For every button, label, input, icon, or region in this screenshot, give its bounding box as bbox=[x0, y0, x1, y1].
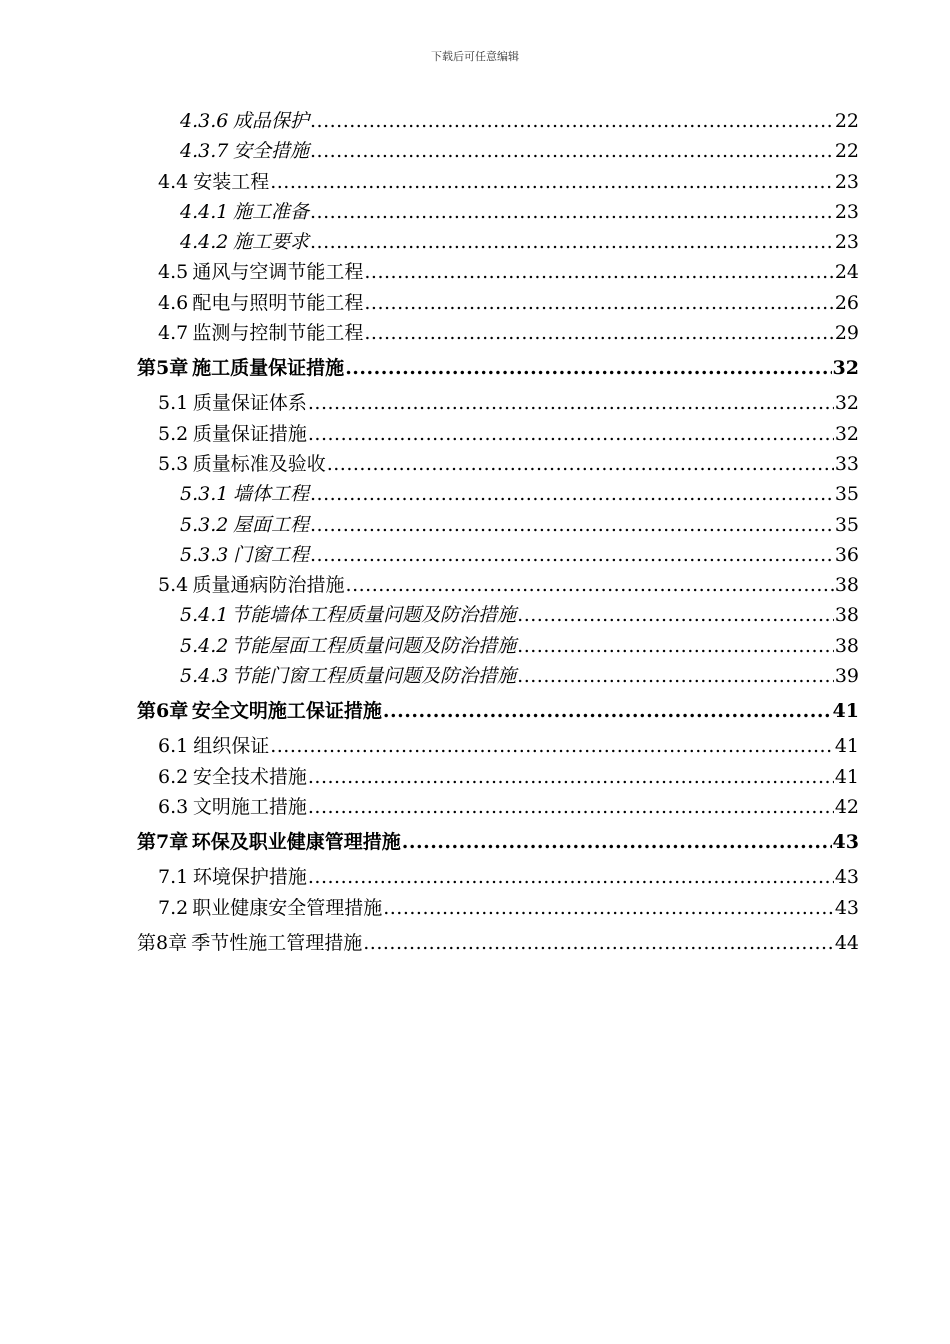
toc-entry-page-number: 43 bbox=[834, 896, 859, 919]
toc-dot-leader bbox=[310, 479, 834, 509]
toc-entry-title: 节能门窗工程质量问题及防治措施 bbox=[231, 665, 517, 688]
toc-entry[interactable] bbox=[0, 510, 950, 540]
toc-entry-title: 环保及职业健康管理措施 bbox=[191, 831, 401, 854]
toc-entry-number: 4.3.6 bbox=[180, 110, 229, 132]
toc-entry-page-number: 35 bbox=[834, 483, 859, 506]
toc-dot-leader bbox=[383, 893, 834, 923]
toc-entry-title: 文明施工措施 bbox=[192, 795, 307, 818]
toc-entry-number: 5.4.2 bbox=[180, 634, 229, 657]
toc-entry-number: 5.3.1 bbox=[180, 483, 229, 506]
toc-entry-title: 通风与空调节能工程 bbox=[192, 261, 364, 284]
toc-entry-title: 质量保证体系 bbox=[192, 392, 307, 415]
toc-entry[interactable] bbox=[0, 106, 950, 136]
toc-entry[interactable] bbox=[0, 570, 950, 600]
toc-dot-leader bbox=[364, 318, 833, 348]
toc-entry[interactable] bbox=[0, 600, 950, 630]
toc-entry-title: 组织保证 bbox=[193, 735, 270, 758]
toc-entry[interactable] bbox=[0, 893, 950, 923]
toc-entry-page-number: 38 bbox=[834, 604, 859, 627]
toc-entry-title: 监测与控制节能工程 bbox=[192, 322, 364, 345]
toc-entry-number: 5.4.1 bbox=[180, 604, 229, 627]
toc-dot-leader bbox=[310, 136, 834, 166]
toc-entry-title: 成品保护 bbox=[232, 110, 309, 132]
toc-entry[interactable] bbox=[0, 197, 950, 227]
toc-entry-page-number: 22 bbox=[834, 110, 859, 132]
toc-entry[interactable] bbox=[0, 928, 950, 958]
toc-dot-leader bbox=[308, 419, 834, 449]
toc-dot-leader bbox=[327, 449, 834, 479]
toc-entry-number: 5.3 bbox=[158, 452, 189, 475]
toc-dot-leader bbox=[310, 540, 834, 570]
toc-dot-leader bbox=[346, 570, 834, 600]
toc-entry-title: 配电与照明节能工程 bbox=[192, 291, 364, 314]
toc-entry[interactable] bbox=[0, 540, 950, 570]
toc-entry-number: 7.1 bbox=[158, 866, 189, 889]
toc-entry-title: 安装工程 bbox=[193, 170, 270, 193]
toc-entry[interactable] bbox=[0, 792, 950, 822]
toc-entry-title: 质量通病防治措施 bbox=[192, 574, 345, 597]
toc-entry-page-number: 35 bbox=[834, 513, 859, 536]
toc-entry[interactable] bbox=[0, 353, 950, 383]
toc-entry-title: 施工准备 bbox=[232, 200, 309, 223]
toc-dot-leader bbox=[383, 696, 832, 726]
toc-entry-page-number: 33 bbox=[834, 452, 859, 475]
toc-entry-number: 4.3.7 bbox=[180, 140, 229, 163]
toc-entry[interactable] bbox=[0, 167, 950, 197]
toc-entry-page-number: 26 bbox=[834, 291, 859, 314]
toc-entry-number: 4.4.1 bbox=[180, 200, 229, 223]
toc-entry-number: 6.1 bbox=[158, 735, 189, 758]
toc-dot-leader bbox=[363, 928, 834, 958]
toc-entry-title: 施工要求 bbox=[232, 231, 309, 254]
toc-dot-leader bbox=[308, 792, 834, 822]
toc-entry-page-number: 39 bbox=[834, 665, 859, 688]
toc-entry-page-number: 23 bbox=[834, 231, 859, 254]
toc-entry-number: 5.3.2 bbox=[180, 513, 229, 536]
toc-entry-title: 施工质量保证措施 bbox=[192, 357, 345, 380]
toc-entry-number: 7.2 bbox=[158, 896, 189, 919]
toc-entry[interactable] bbox=[0, 731, 950, 761]
toc-entry-number: 5.3.3 bbox=[180, 543, 229, 566]
toc-entry[interactable] bbox=[0, 318, 950, 348]
toc-entry-page-number: 36 bbox=[834, 543, 859, 566]
toc-entry-page-number: 24 bbox=[834, 261, 859, 284]
toc-entry[interactable] bbox=[0, 419, 950, 449]
toc-entry-title: 节能墙体工程质量问题及防治措施 bbox=[231, 604, 517, 627]
toc-dot-leader bbox=[310, 227, 834, 257]
toc-entry-title: 安全技术措施 bbox=[192, 765, 307, 788]
toc-entry-page-number: 23 bbox=[834, 170, 859, 193]
toc-dot-leader bbox=[308, 388, 834, 418]
toc-entry-number: 4.7 bbox=[158, 322, 189, 345]
toc-entry[interactable] bbox=[0, 631, 950, 661]
toc-entry-number: 第7章 bbox=[137, 831, 189, 854]
toc-entry-number: 第6章 bbox=[137, 700, 189, 723]
toc-entry[interactable] bbox=[0, 136, 950, 166]
toc-entry-number: 第8章 bbox=[137, 931, 188, 954]
toc-entry-page-number: 23 bbox=[834, 200, 859, 223]
toc-entry-title: 墙体工程 bbox=[232, 483, 309, 506]
toc-entry-title: 季节性施工管理措施 bbox=[191, 931, 363, 954]
toc-entry-number: 4.4.2 bbox=[180, 231, 229, 254]
toc-entry-title: 屋面工程 bbox=[232, 513, 309, 536]
toc-entry[interactable] bbox=[0, 862, 950, 892]
toc-entry-page-number: 38 bbox=[834, 634, 859, 657]
toc-entry-title: 环境保护措施 bbox=[192, 866, 307, 889]
toc-entry[interactable] bbox=[0, 827, 950, 857]
toc-entry-number: 6.3 bbox=[158, 795, 189, 818]
toc-entry-page-number: 32 bbox=[834, 392, 859, 415]
toc-entry-title: 质量保证措施 bbox=[192, 422, 307, 445]
toc-entry[interactable] bbox=[0, 479, 950, 509]
toc-dot-leader bbox=[517, 661, 834, 691]
toc-entry-page-number: 44 bbox=[834, 931, 859, 954]
toc-entry-number: 5.1 bbox=[158, 392, 189, 415]
toc-entry-page-number: 32 bbox=[834, 422, 859, 445]
toc-dot-leader bbox=[364, 288, 833, 318]
toc-entry-page-number: 41 bbox=[834, 735, 859, 758]
toc-entry-title: 节能屋面工程质量问题及防治措施 bbox=[231, 634, 517, 657]
toc-entry[interactable] bbox=[0, 227, 950, 257]
toc-entry-number: 4.5 bbox=[158, 261, 189, 284]
toc-entry-number: 5.2 bbox=[158, 422, 189, 445]
toc-dot-leader bbox=[308, 862, 834, 892]
toc-entry-title: 安全文明施工保证措施 bbox=[191, 700, 382, 723]
toc-entry-number: 4.4 bbox=[158, 170, 189, 193]
toc-entry-page-number: 32 bbox=[832, 357, 859, 380]
toc-dot-leader bbox=[517, 631, 834, 661]
toc-entry-title: 安全措施 bbox=[232, 140, 309, 163]
toc-dot-leader bbox=[364, 257, 833, 287]
toc-dot-leader bbox=[310, 510, 834, 540]
toc-entry-number: 6.2 bbox=[158, 765, 189, 788]
toc-dot-leader bbox=[270, 731, 834, 761]
toc-entry-page-number: 22 bbox=[834, 140, 859, 163]
toc-entry-number: 5.4 bbox=[158, 574, 189, 597]
toc-entry-title: 门窗工程 bbox=[232, 543, 309, 566]
toc-dot-leader bbox=[345, 353, 831, 383]
toc-dot-leader bbox=[402, 827, 832, 857]
page-header: 下载后可任意编辑 bbox=[431, 50, 519, 63]
toc-entry-title: 职业健康安全管理措施 bbox=[192, 896, 383, 919]
toc-entry[interactable] bbox=[0, 288, 950, 318]
toc-entry-page-number: 41 bbox=[832, 700, 859, 723]
toc-entry-number: 5.4.3 bbox=[180, 665, 229, 688]
toc-dot-leader bbox=[308, 762, 834, 792]
toc-entry-page-number: 29 bbox=[834, 322, 859, 345]
toc-entry[interactable] bbox=[0, 257, 950, 287]
toc-entry-page-number: 41 bbox=[834, 765, 859, 788]
toc-dot-leader bbox=[270, 167, 834, 197]
toc-entry-page-number: 38 bbox=[834, 574, 859, 597]
toc-entry-title: 质量标准及验收 bbox=[192, 452, 326, 475]
toc-entry-number: 第5章 bbox=[137, 357, 189, 380]
toc-entry[interactable] bbox=[0, 661, 950, 691]
toc-entry-page-number: 43 bbox=[834, 866, 859, 889]
toc-dot-leader bbox=[310, 106, 834, 136]
toc-dot-leader bbox=[310, 197, 834, 227]
toc-entry[interactable] bbox=[0, 762, 950, 792]
toc-entry[interactable] bbox=[0, 449, 950, 479]
table-of-contents bbox=[0, 106, 950, 958]
toc-dot-leader bbox=[517, 600, 834, 630]
toc-entry-page-number: 42 bbox=[834, 795, 859, 818]
toc-entry-number: 4.6 bbox=[158, 291, 189, 314]
toc-entry-page-number: 43 bbox=[832, 831, 859, 854]
toc-entry[interactable] bbox=[0, 388, 950, 418]
toc-entry[interactable] bbox=[0, 696, 950, 726]
